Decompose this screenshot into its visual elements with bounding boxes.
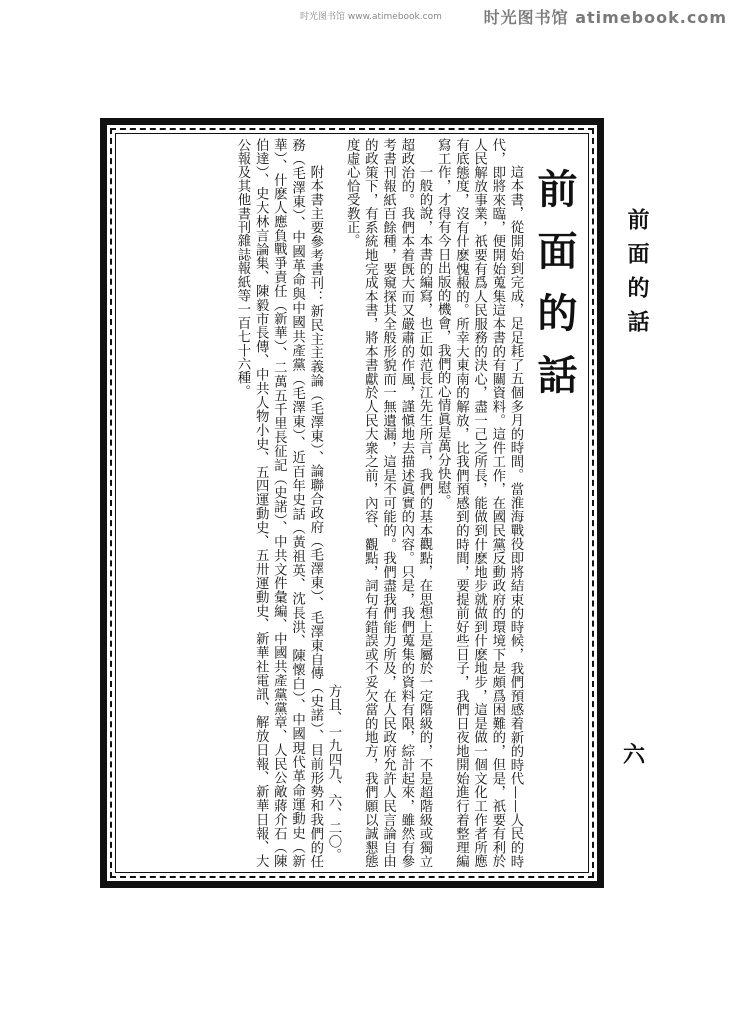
paragraph-2: 一般的說，本書的編寫，也正如范長江先生所言，我們的基本觀點，在思想上是屬於一定階級的，不是超階級或獨立超政治的。我們本着旣大而又嚴肅的作風，謹愼地去描述眞實的內容。只是，我們蒐集的資料有限，綜計起來，雖然有參考書刊報紙百餘種，要窺探其全般形貌而一無遺漏，這是不可能的。我們盡我們能力所及，在人民政府允許人民言論自由的政策下，有系統地完成本書，將本書獻於人民大衆之前，內容、觀點，詞句有錯誤或不妥欠當的地方，我們願以誠懇態度虛心恰受教正。 <box>344 138 432 868</box>
reference-list: 附本書主要參考書刊：新民主主義論（毛澤東）、論聯合政府（毛澤東）、毛澤東自傳（史諾）、目前形勢和我們的任務（毛澤東）、中國革命與中國共產黨（毛澤東）、近百年史話（黃祖英、沈長洪、陳懷白）、中國現代革命運動史（新華）、什麽人應負戰爭責任（新華）、二萬五千里長征記（史諾）、中共文件彙編、中國共產黨黨章、人民公敵蔣介石（陳伯達）、史大林言論集、陳毅市長傳、中共人物小史、五四運動史、五卅運動史、新華社電訊、解放日報、新華日報、大公報及其他書刊雜誌報紙等一百七十六種。 <box>234 138 323 868</box>
running-header: 前面的話 <box>624 208 650 344</box>
watermark-stamp: 时光图书馆 www.atimebook.com <box>300 12 442 22</box>
paragraph-1: 這本書，從開始到完成，足足耗了五個多月的時間。當淮海戰役即將結束的時候，我們預感着新的時代——人民的時代，即將來臨，便開始蒐集這本書的有關資料。這件工作，在國民黨反動政府的環境下是頗爲困難的，但是，祇要有利於人民解放事業，祇要有爲人民服務的決心，盡一己之所長，能做到什麽地步就做到什麽地步，這是做一個文化工作者所應有底態度，沒有什麽愧赧的。所幸大東南的解放，比我們預感到的時間，要提前好些日子，我們日夜地開始進行着整理編寫工作，才得有今日出版的機會，我們的心情眞是萬分快慰。 <box>435 138 523 868</box>
watermark <box>0 5 745 27</box>
author-signature: 方且、一九四九、六、二〇。 <box>325 683 341 862</box>
page-number: 六 <box>623 742 646 768</box>
decorative-border-frame <box>100 118 604 888</box>
article-title: 前面的話 <box>531 168 578 416</box>
article-body <box>120 138 584 868</box>
watermark-brand: 时光图书馆 atimebook.com <box>483 8 727 27</box>
